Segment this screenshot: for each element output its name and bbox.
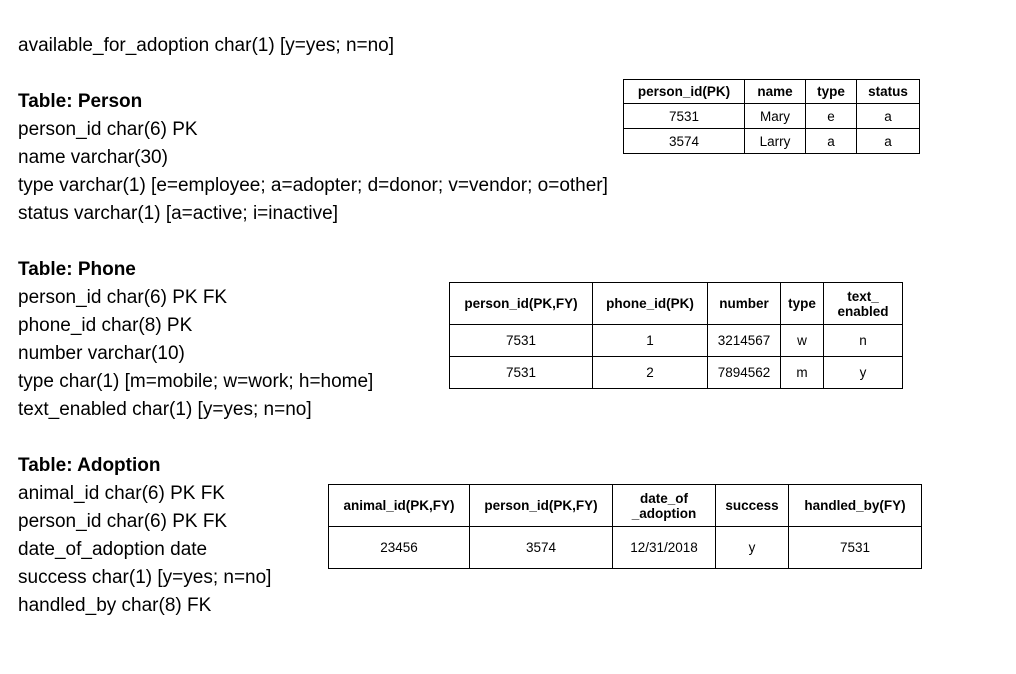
- table-cell: Mary: [745, 104, 806, 129]
- person-field-line: person_id char(6) PK: [18, 119, 198, 140]
- table-cell: 23456: [329, 527, 470, 569]
- intro-line: available_for_adoption char(1) [y=yes; n=no]: [18, 35, 395, 56]
- adoption-field-line: animal_id char(6) PK FK: [18, 483, 225, 504]
- table-header-row: [329, 485, 922, 527]
- person-field-line: name varchar(30): [18, 147, 168, 168]
- table-cell: 7531: [789, 527, 922, 569]
- table-row: [624, 104, 920, 129]
- table-header-cell: handled_by(FY): [789, 485, 922, 527]
- adoption-heading: Table: Adoption: [18, 455, 161, 476]
- table-cell: a: [806, 129, 857, 154]
- table-header-cell: person_id(PK): [624, 80, 745, 104]
- table-cell: 7894562: [708, 357, 781, 389]
- table-cell: 7531: [450, 357, 593, 389]
- phone-field-line: number varchar(10): [18, 343, 185, 364]
- phone-field-line: text_enabled char(1) [y=yes; n=no]: [18, 399, 312, 420]
- table-header-row: [450, 283, 903, 325]
- table-row: [450, 357, 903, 389]
- table-header-cell: success: [716, 485, 789, 527]
- phone-field-line: type char(1) [m=mobile; w=work; h=home]: [18, 371, 374, 392]
- table-header-cell: phone_id(PK): [593, 283, 708, 325]
- table-header-cell: name: [745, 80, 806, 104]
- table-cell: a: [857, 104, 920, 129]
- adoption-table: [328, 484, 922, 569]
- table-row: [624, 129, 920, 154]
- table-cell: a: [857, 129, 920, 154]
- table-cell: 7531: [450, 325, 593, 357]
- phone-heading: Table: Phone: [18, 259, 136, 280]
- table-cell: Larry: [745, 129, 806, 154]
- adoption-field-line: handled_by char(8) FK: [18, 595, 212, 616]
- table-header-cell: animal_id(PK,FY): [329, 485, 470, 527]
- person-heading: Table: Person: [18, 91, 143, 112]
- person-field-line: type varchar(1) [e=employee; a=adopter; d=donor; v=vendor; o=other]: [18, 175, 608, 196]
- table-header-cell: number: [708, 283, 781, 325]
- adoption-field-line: person_id char(6) PK FK: [18, 511, 228, 532]
- phone-field-line: person_id char(6) PK FK: [18, 287, 228, 308]
- table-cell: y: [716, 527, 789, 569]
- table-cell: 12/31/2018: [613, 527, 716, 569]
- table-cell: w: [781, 325, 824, 357]
- person-table: [623, 79, 920, 154]
- table-header-cell: text_ enabled: [824, 283, 903, 325]
- table-header-cell: person_id(PK,FY): [450, 283, 593, 325]
- table-cell: 2: [593, 357, 708, 389]
- table-header-cell: type: [806, 80, 857, 104]
- table-cell: n: [824, 325, 903, 357]
- phone-table: [449, 282, 903, 389]
- table-cell: 3574: [624, 129, 745, 154]
- table-header-cell: date_of _adoption: [613, 485, 716, 527]
- table-header-cell: status: [857, 80, 920, 104]
- table-header-cell: type: [781, 283, 824, 325]
- table-row: [329, 527, 922, 569]
- table-cell: 3574: [470, 527, 613, 569]
- table-cell: 3214567: [708, 325, 781, 357]
- table-cell: 7531: [624, 104, 745, 129]
- person-field-line: status varchar(1) [a=active; i=inactive]: [18, 203, 338, 224]
- phone-field-line: phone_id char(8) PK: [18, 315, 193, 336]
- table-header-cell: person_id(PK,FY): [470, 485, 613, 527]
- adoption-field-line: success char(1) [y=yes; n=no]: [18, 567, 272, 588]
- table-cell: m: [781, 357, 824, 389]
- table-header-row: [624, 80, 920, 104]
- table-cell: e: [806, 104, 857, 129]
- table-cell: y: [824, 357, 903, 389]
- table-row: [450, 325, 903, 357]
- table-cell: 1: [593, 325, 708, 357]
- adoption-field-line: date_of_adoption date: [18, 539, 208, 560]
